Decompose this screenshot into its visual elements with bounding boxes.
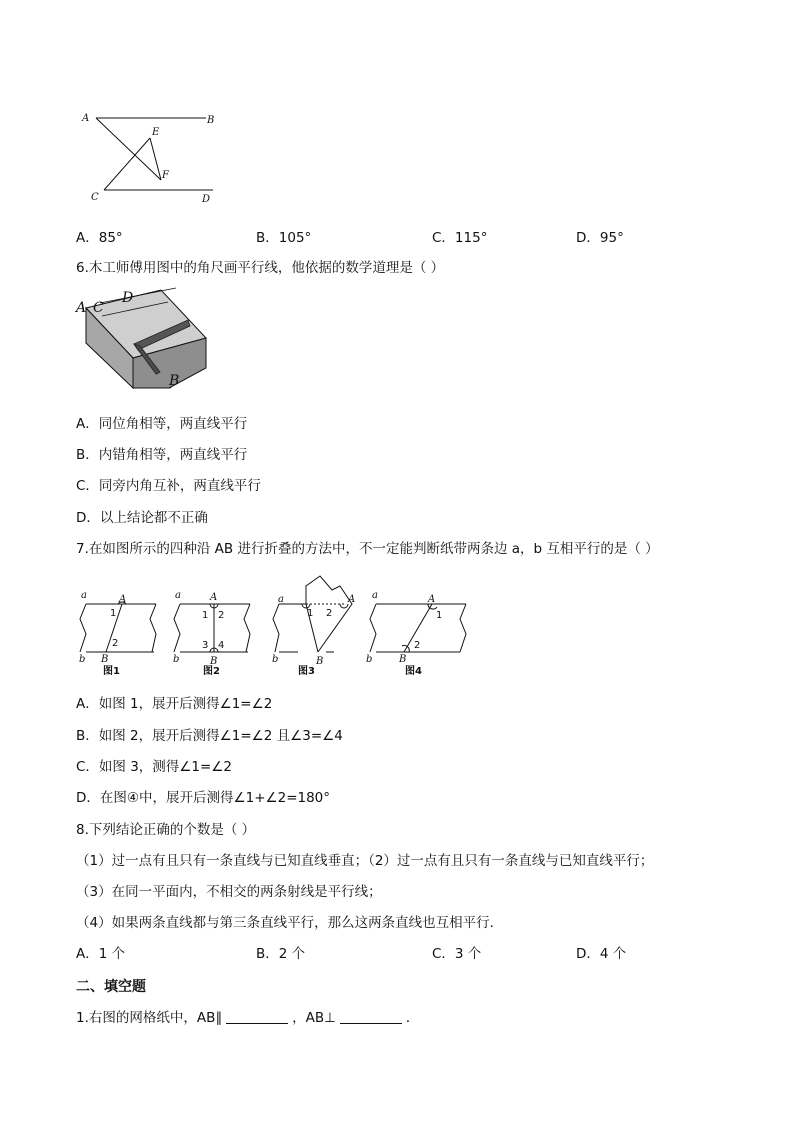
fill1-middle: ，AB⊥ <box>292 1010 336 1026</box>
q5-option-a: A．85° <box>76 230 123 246</box>
q8-statement-3: （3）在同一平面内，不相交的两条射线是平行线； <box>76 884 382 900</box>
q7-f2-angle-3: 3 <box>202 640 209 651</box>
q6-option-b: B．内错角相等，两直线平行 <box>76 447 248 463</box>
q6-label-c: C <box>93 300 104 316</box>
q7-figures <box>76 574 476 682</box>
q7-f2-label-B: B <box>210 656 218 667</box>
section-title-fill-in: 二、填空题 <box>76 979 146 995</box>
fill-question-1 <box>76 1008 419 1028</box>
q5-label-a: A <box>82 113 90 124</box>
q8-option-b: B．2 个 <box>256 946 306 962</box>
q7-f2-angle-1: 1 <box>202 610 209 621</box>
q7-f2-caption: 图2 <box>203 666 220 677</box>
q7-f3-angle-1: 1 <box>307 608 314 619</box>
q7-f3-label-B: B <box>316 656 324 667</box>
q7-f4-label-a: a <box>372 590 378 601</box>
q7-f1-angle-1: 1 <box>110 608 117 619</box>
q5-label-e: E <box>152 127 160 138</box>
q8-option-c: C．3 个 <box>432 946 482 962</box>
q6-option-d: D．以上结论都不正确 <box>76 510 208 526</box>
q7-f2-label-b: b <box>173 654 180 665</box>
q7-f1-label-B: B <box>101 654 109 665</box>
q7-figure-3 <box>272 576 355 677</box>
q7-f3-label-A: A <box>348 594 356 605</box>
q7-option-a: A．如图 1，展开后测得∠1=∠2 <box>76 696 273 712</box>
fill1-suffix: ． <box>405 1010 420 1026</box>
q7-f1-caption: 图1 <box>103 666 120 677</box>
q7-f4-angle-2: 2 <box>414 640 421 651</box>
q7-f1-label-A: A <box>119 594 127 605</box>
q6-option-c: C．同旁内角互补，两直线平行 <box>76 478 261 494</box>
q7-f1-label-b: b <box>79 654 86 665</box>
q7-f3-label-b: b <box>272 654 279 665</box>
q6-label-d: D <box>122 290 134 306</box>
q7-f1-angle-2: 2 <box>112 638 119 649</box>
q5-label-c: C <box>91 192 99 203</box>
q8-statement-1-2: （1）过一点有且只有一条直线与已知直线垂直；（2）过一点有且只有一条直线与已知直线平行； <box>76 853 654 869</box>
q7-figure-4 <box>366 590 466 677</box>
q7-f2-angle-4: 4 <box>218 640 225 651</box>
q6-stem: 6.木工师傅用图中的角尺画平行线，他依据的数学道理是（ ） <box>76 260 445 276</box>
q7-f4-angle-1: 1 <box>436 610 443 621</box>
q5-figure <box>76 108 226 208</box>
q6-figure <box>76 288 216 393</box>
q6-option-a: A．同位角相等，两直线平行 <box>76 416 248 432</box>
q7-option-b: B．如图 2，展开后测得∠1=∠2 且∠3=∠4 <box>76 728 343 744</box>
q7-f3-angle-2: 2 <box>326 608 333 619</box>
q8-option-a: A．1 个 <box>76 946 126 962</box>
q7-f1-label-a: a <box>81 590 87 601</box>
q7-stem: 7.在如图所示的四种沿 AB 进行折叠的方法中，不一定能判断纸带两条边 a，b 互相平行的是（ ） <box>76 541 659 557</box>
q5-label-d: D <box>202 194 211 205</box>
q5-label-f: F <box>162 170 169 181</box>
fill1-blank-parallel <box>226 1009 288 1024</box>
q7-f2-label-A: A <box>210 592 218 603</box>
q5-option-c: C．115° <box>432 230 488 246</box>
q7-option-c: C．如图 3，测得∠1=∠2 <box>76 759 233 775</box>
q7-f4-label-A: A <box>428 594 436 605</box>
q5-option-b: B．105° <box>256 230 312 246</box>
q7-f4-caption: 图4 <box>405 666 422 677</box>
q7-f2-label-a: a <box>175 590 181 601</box>
q5-option-d: D．95° <box>576 230 624 246</box>
q5-label-b: B <box>207 115 215 126</box>
fill1-prefix: 1.右图的网格纸中，AB∥ <box>76 1010 223 1026</box>
q8-option-d: D．4 个 <box>576 946 627 962</box>
q6-label-a: A <box>76 300 87 316</box>
q7-option-d: D．在图④中，展开后测得∠1+∠2=180° <box>76 790 331 806</box>
q6-label-b: B <box>169 373 180 389</box>
q7-f3-label-a: a <box>278 594 284 605</box>
q7-f3-caption: 图3 <box>298 666 315 677</box>
q7-figure-2 <box>173 590 250 677</box>
q7-f2-angle-2: 2 <box>218 610 225 621</box>
fill1-blank-perpendicular <box>340 1009 402 1024</box>
q7-f4-label-B: B <box>399 654 407 665</box>
q8-stem: 8.下列结论正确的个数是（ ） <box>76 822 256 838</box>
q8-statement-4: （4）如果两条直线都与第三条直线平行，那么这两条直线也互相平行． <box>76 915 504 931</box>
q7-figure-1 <box>79 590 156 677</box>
q7-f4-label-b: b <box>366 654 373 665</box>
